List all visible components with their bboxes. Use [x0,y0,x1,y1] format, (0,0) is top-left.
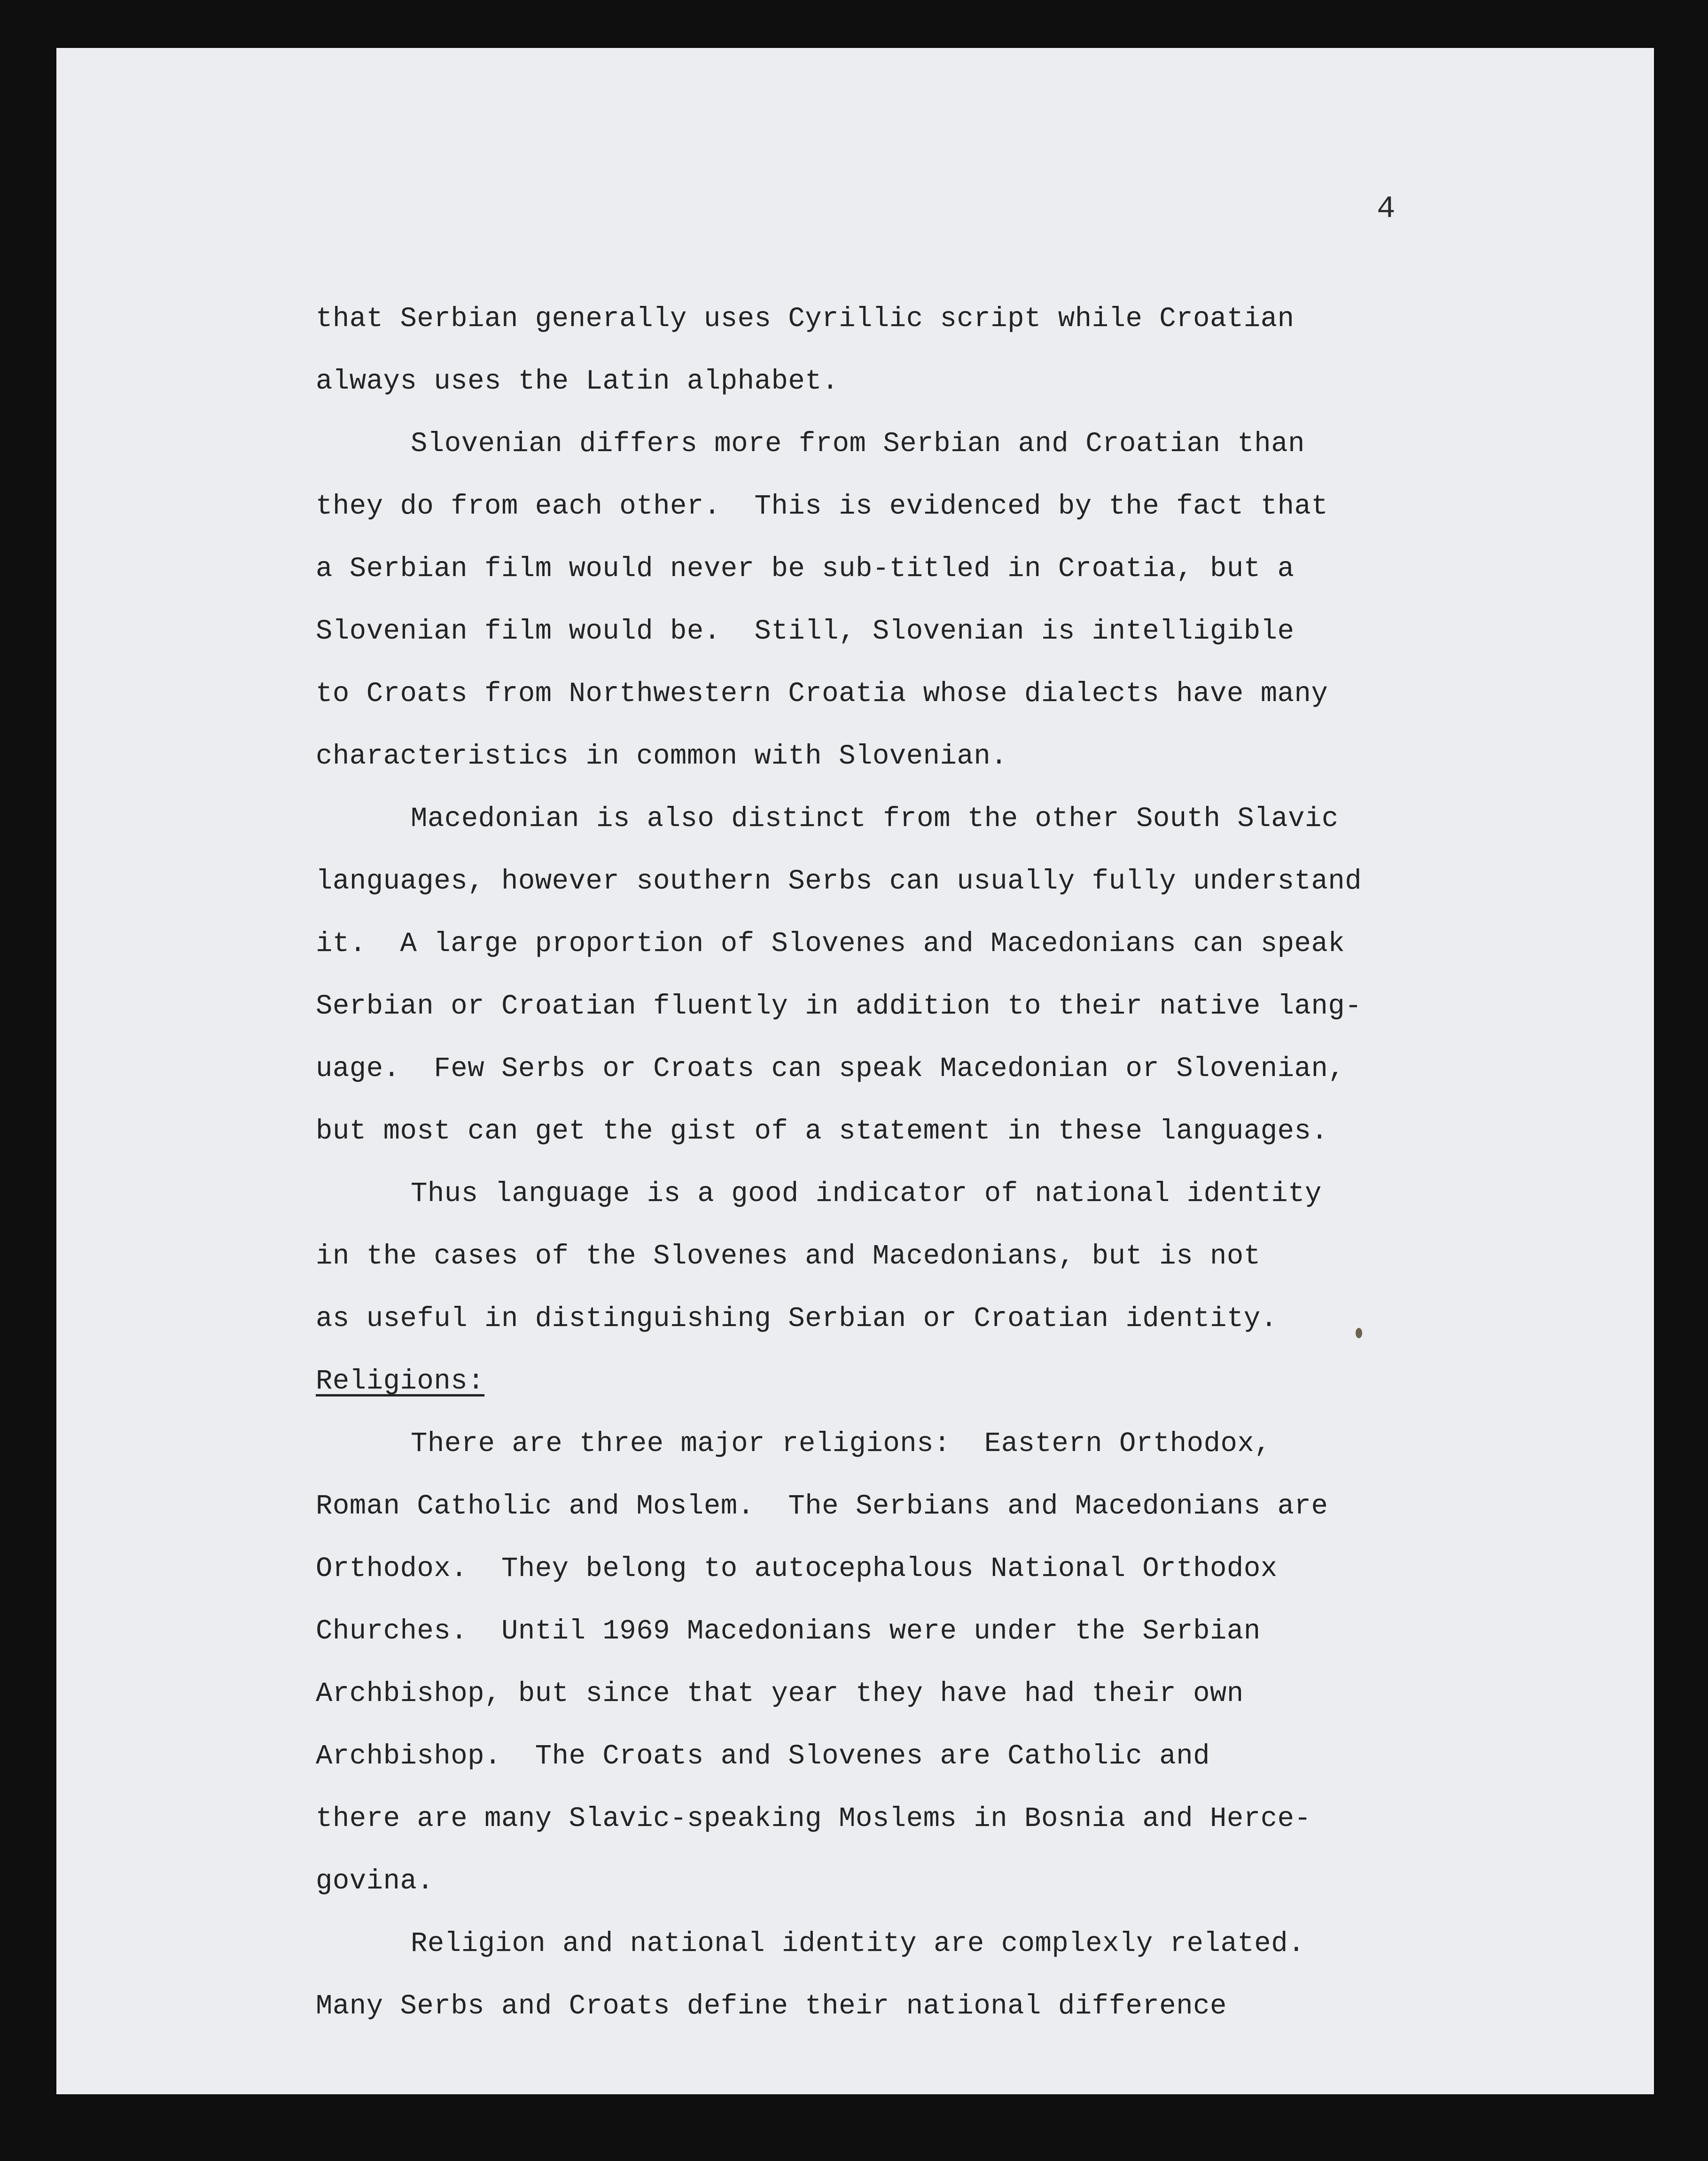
paragraph-start-line: Thus language is a good indicator of national identity [411,1178,1322,1209]
page-number: 4 [1377,191,1396,226]
text-line: Churches. Until 1969 Macedonians were under the Serbian [316,1615,1261,1647]
text-line: Many Serbs and Croats define their national difference [316,1990,1227,2022]
paragraph-start-line: Macedonian is also distinct from the other South Slavic [411,803,1339,835]
text-line: a Serbian film would never be sub-titled in Croatia, but a [316,553,1295,585]
text-line: Archbishop, but since that year they have had their own [316,1678,1244,1709]
body-text [316,288,1509,2037]
text-line: Serbian or Croatian fluently in addition to their native lang- [316,991,1362,1022]
text-line: Roman Catholic and Moslem. The Serbians and Macedonians are [316,1490,1328,1522]
paragraph-start-line: Slovenian differs more from Serbian and Croatian than [411,428,1305,460]
text-line: uage. Few Serbs or Croats can speak Macedonian or Slovenian, [316,1053,1345,1084]
text-line: languages, however southern Serbs can usually fully understand [316,866,1362,897]
text-line: characteristics in common with Slovenian. [316,741,1008,772]
text-line: Slovenian film would be. Still, Slovenian is intelligible [316,616,1295,647]
paragraph-start-line: Religion and national identity are complexly related. [411,1928,1305,1959]
paragraph-start-line: There are three major religions: Eastern Orthodox, [411,1428,1271,1459]
text-line: they do from each other. This is evidenced by the fact that [316,491,1328,522]
text-line: to Croats from Northwestern Croatia whose dialects have many [316,678,1328,710]
text-line: always uses the Latin alphabet. [316,366,839,397]
text-line: in the cases of the Slovenes and Macedonians, but is not [316,1240,1261,1272]
text-line: as useful in distinguishing Serbian or Croatian identity. [316,1303,1278,1334]
text-line: govina. [316,1865,434,1897]
text-line: but most can get the gist of a statement in these languages. [316,1116,1328,1147]
text-line: Archbishop. The Croats and Slovenes are Catholic and [316,1740,1210,1772]
text-line: there are many Slavic-speaking Moslems in Bosnia and Herce- [316,1803,1311,1834]
paper-speck [1356,1328,1362,1338]
document-page [56,48,1654,2094]
text-line: Orthodox. They belong to autocephalous National Orthodox [316,1553,1278,1584]
text-line: it. A large proportion of Slovenes and Macedonians can speak [316,928,1345,960]
section-heading-religions: Religions: [316,1365,485,1397]
text-line: that Serbian generally uses Cyrillic script while Croatian [316,303,1295,335]
